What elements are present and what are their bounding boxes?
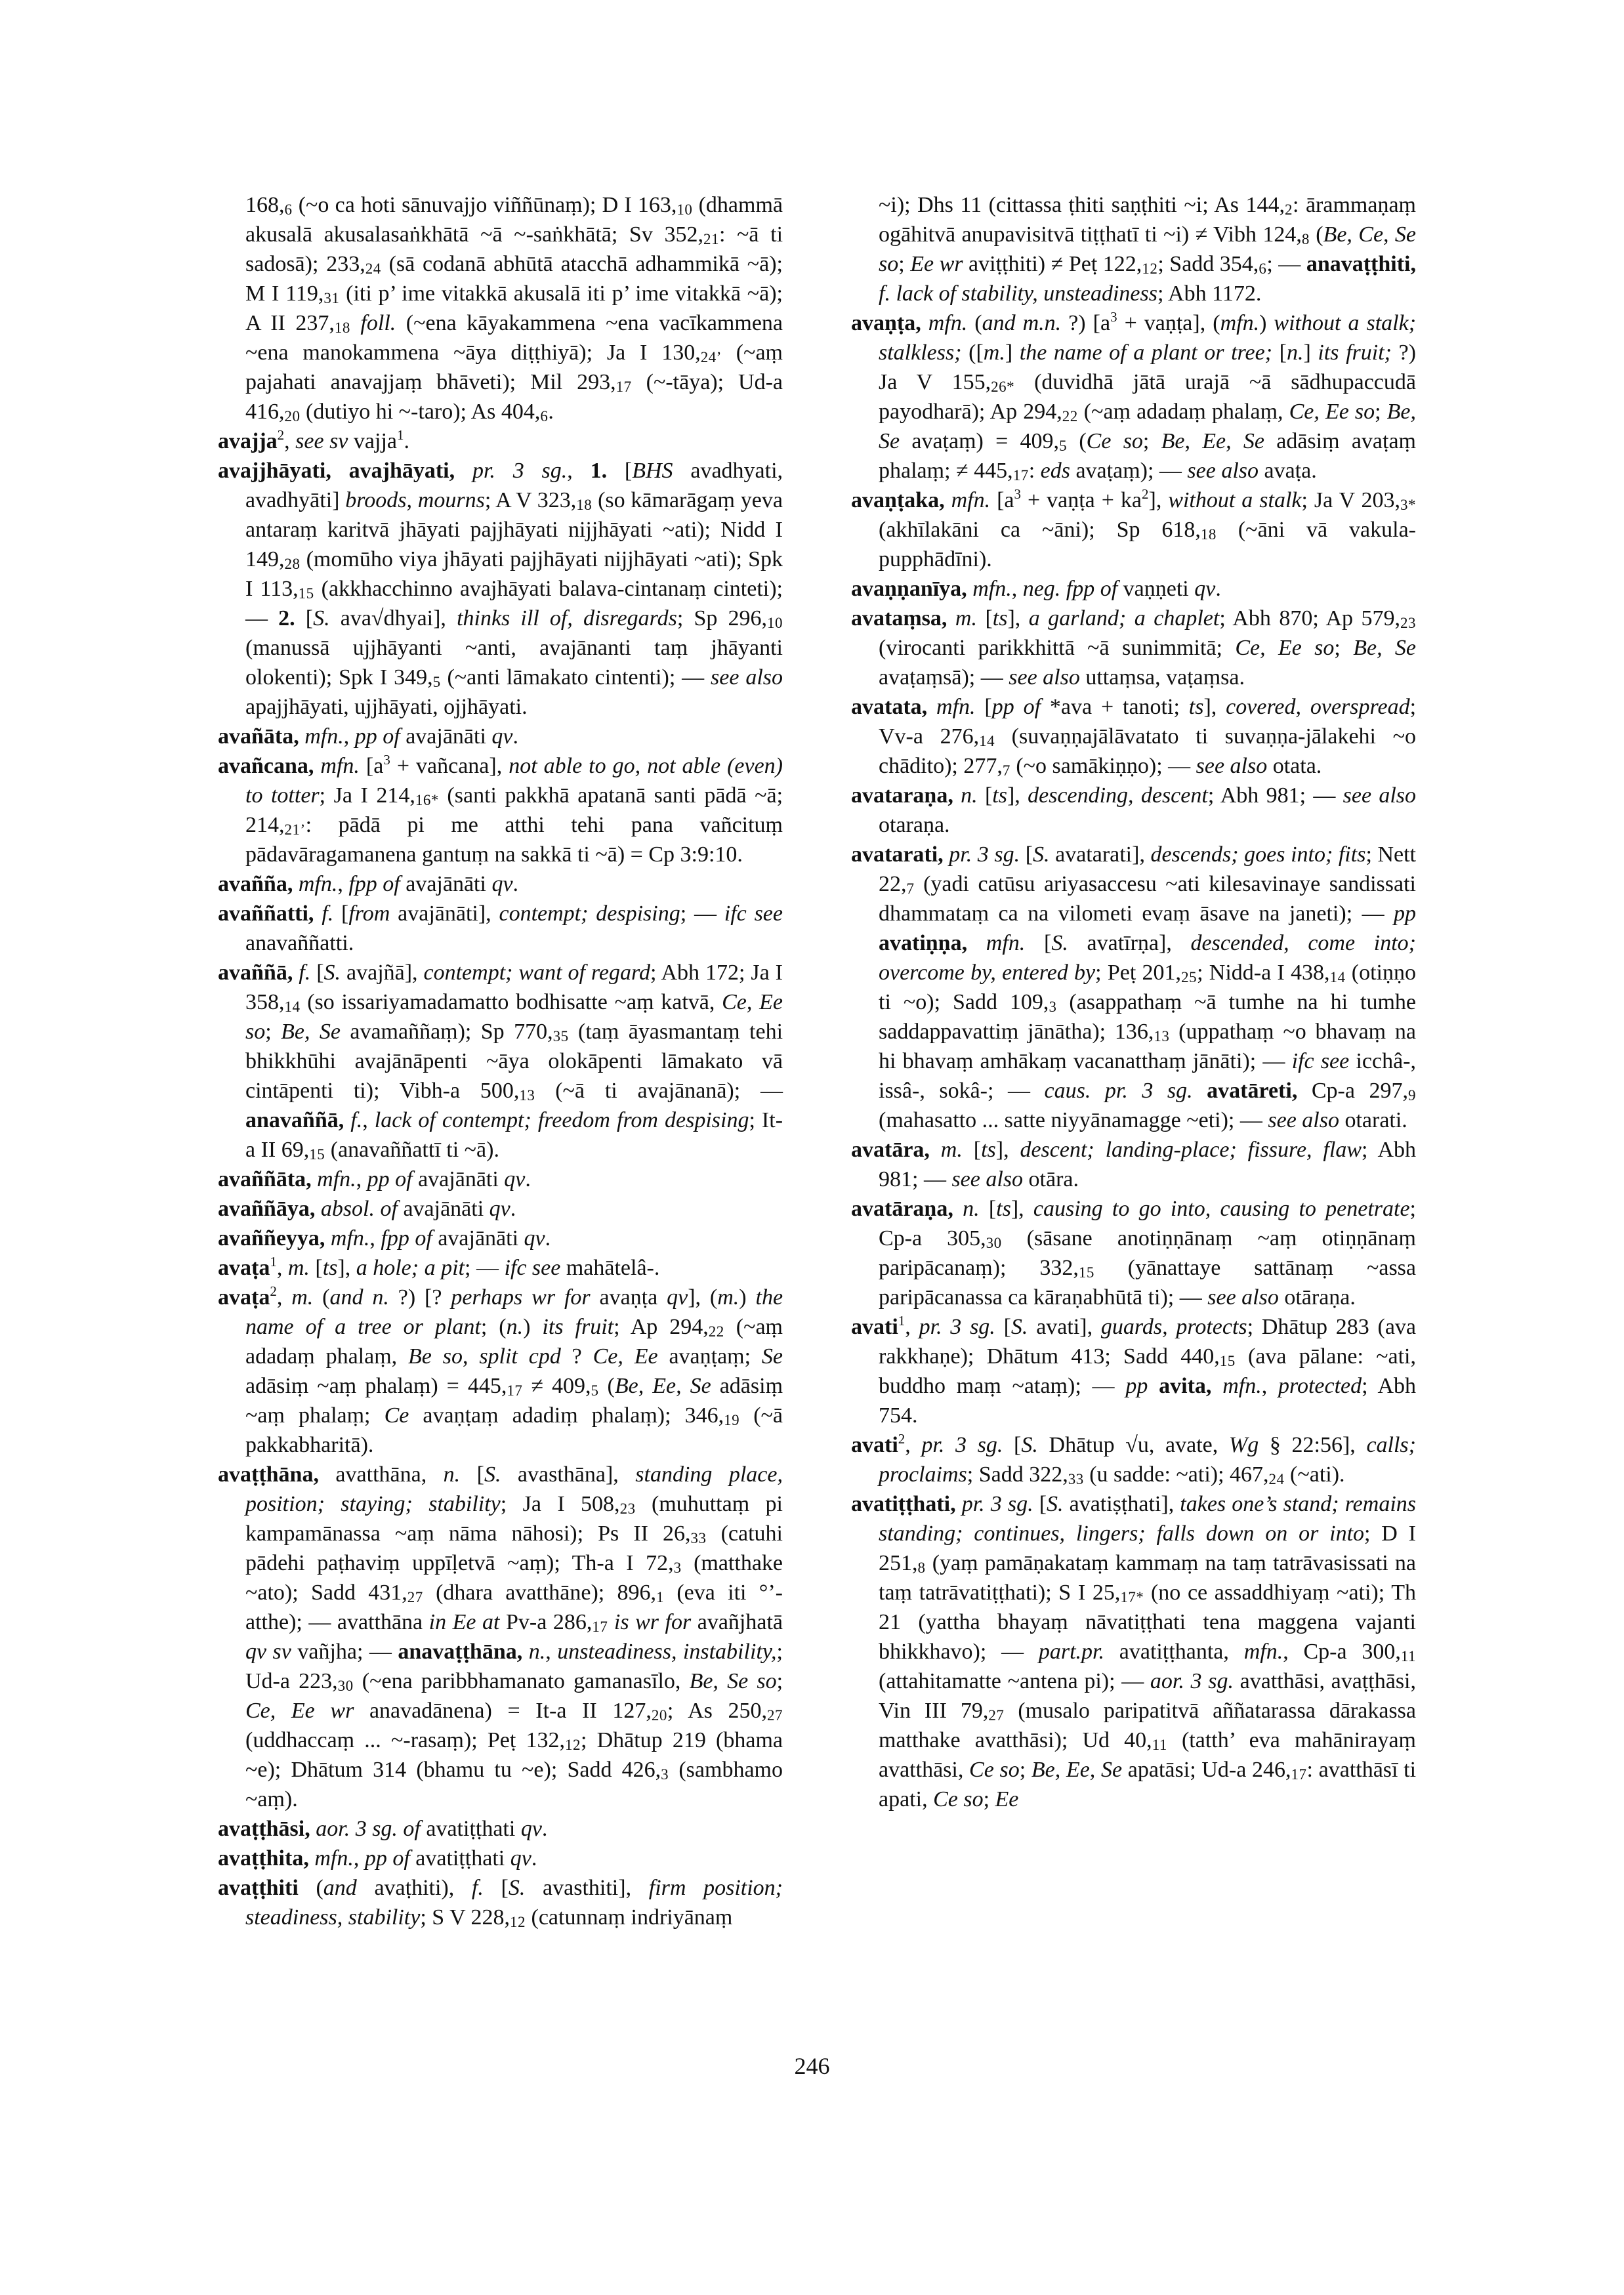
citation-line-number: 8 [1301,231,1310,247]
citation-line-number: 30 [986,1235,1002,1251]
dictionary-entry: avatāraṇa, n. [ts], causing to go into, causing to penetrate; Cp-a 305,30 (sāsane anotiṇṇānaṃ ~aṃ otiṇṇānaṃ paripācanaṃ); 332,15 (yānattaye sattānaṃ ~assa paripācanassa ca kāraṇabhūtā ti); — see also otāraṇa. [851,1197,1417,1310]
dictionary-entry: avaṭṭhita, mfn., pp of avatiṭṭhati qv. [218,1846,537,1871]
dictionary-entry: avataraṇa, n. [ts], descending, descent; Abh 981; — see also otaraṇa. [851,783,1417,837]
dictionary-entry: avatata, mfn. [pp of *ava + tanoti; ts], covered, overspread; Vv-a 276,14 (suvaṇṇajālāvatato ti suvaṇṇa-jālakehi ~o chādito); 277,7 (~o samākiṇṇo); — see also otata. [851,695,1417,779]
dictionary-entry: avatarati, pr. 3 sg. [S. avatarati], descends; goes into; fits; Nett 22,7 (yadi catūsu ariyasaccesu ~ati kilesavinaye sandissati dhammataṃ ca na vilometi evaṃ āsave na janeti); — pp avatiṇṇa, mfn. [S. avatīrṇa], descended, come into; overcome by, entered by; Peṭ 201,25; Nidd-a I 438,14 (otiṇṇo ti ~o); Sadd 109,3 (asappathaṃ ~ā tumhe na hi tumhe saddappavattiṃ jānātha); 136,13 (uppathaṃ ~o bhavaṃ na hi bhavaṃ amhākaṃ vacanatthaṃ jānāti); — ifc see icchâ-, issâ-, sokâ-; — caus. pr. 3 sg. avatāreti, Cp-a 297,9 (mahasatto ... satte niyyānamagge ~eti); — see also otarati. [851,842,1417,1132]
citation-line-number: 1 [656,1589,665,1605]
citation-line-number: 27 [988,1707,1005,1724]
dictionary-entry: avaññatti, f. [from avajānāti], contempt; despising; — ifc see anavaññatti. [218,901,783,955]
dictionary-entry: avaṇṭaka, mfn. [$a^3$ + vaṇṭa + $ka^2$], without a stalk; Ja V 203,3* (akhīlakāni ca ~āni); Sp 618,18 (~āni vā vakula-pupphādīni). [851,486,1417,571]
homonym-number: 3 [1110,309,1117,325]
citation-line-number: 23 [1400,615,1417,631]
citation-line-number: 5 [591,1382,599,1399]
citation-line-number: 10 [767,615,783,631]
dictionary-entry: avaññāya, absol. of avajānāti qv. [218,1197,516,1221]
dictionary-entry: avaṇṇanīya, mfn., neg. fpp of vaṇṇeti qv. [851,577,1221,601]
citation-line-number: 11 [1152,1737,1167,1753]
citation-line-number: 18 [1200,526,1217,543]
citation-line-number: 15 [1219,1353,1236,1369]
citation-line-number: 5 [432,674,441,690]
citation-line-number: 14 [284,999,301,1015]
homonym-number: 3 [1014,486,1022,502]
citation-line-number: 20 [651,1707,667,1724]
citation-line-number: 35 [552,1028,569,1044]
dictionary-entry: avaṭṭhāsi, aor. 3 sg. of avatiṭṭhati qv. [218,1817,548,1841]
citation-line-number: 12 [1142,260,1158,277]
citation-line-number: 24 [365,260,381,277]
dictionary-entry: avañāta, mfn., pp of avajānāti qv. [218,724,518,749]
dictionary-entry: avaṭa$^1$, m. [ts], a hole; a pit; — ifc see mahātelâ-. [218,1254,660,1280]
citation-line-number: 26* [991,379,1015,395]
entry-continuation: ~i); Dhs 11 (cittassa ṭhiti saṇṭhiti ~i; As 144,2: ārammaṇaṃ ogāhitvā anupavisitvā tiṭṭhatī ti ~i) ≠ Vibh 124,8 (Be, Ce, Se so; Ee wr aviṭṭhiti) ≠ Peṭ 122,12; Sadd 354,6; — anavaṭṭhiti, f. lack of stability, unsteadiness; Abh 1172. [879,193,1417,306]
citation-line-number: 8 [917,1560,926,1576]
homonym-number: 2 [277,427,285,443]
left-column [218,190,783,1932]
citation-line-number: 23 [619,1500,636,1517]
citation-line-number: 14 [979,733,995,749]
citation-line-number: 18 [576,497,593,513]
entry-continuation: 168,6 (~o ca hoti sānuvajjo viññūnaṃ); D I 163,10 (dhammā akusalā akusalasaṅkhātā ~ā ~-saṅkhātā; Sv 352,21: ~ā ti sadosā); 233,24 (sā codanā abhūtā atacchā adhammikā ~ā); M I 119,31 (iti p’ ime vitakkā akusalā iti p’ ime vitakkā ~ā); A II 237,18 foll. (~ena kāyakammena ~ena vacīkammena ~ena manokammena ~āya diṭṭhiyā); Ja I 130,24’ (~aṃ pajahati anavajjaṃ bhāveti); Mil 293,17 (~-tāya); Ud-a 416,20 (dutiyo hi ~-taro); As 404,6. [245,193,783,424]
dictionary-entry: avaññāta, mfn., pp of avajānāti qv. [218,1167,531,1191]
dictionary-entry: avajja$^2$, see sv vajja$^1$. [218,427,409,453]
dictionary-entry: avati$^2$, pr. 3 sg. [S. Dhātup √u, avate, Wg § 22:56], calls; proclaims; Sadd 322,33 (u sadde: ~ati); 467,24 (~ati). [851,1431,1416,1487]
citation-line-number: 31 [323,290,340,306]
citation-line-number: 24 [1268,1471,1285,1487]
right-column [851,190,1416,1932]
dictionary-entry: avaṭṭhiti (and avaṭhiti), f. [S. avasthiti], firm position; steadiness, stability; S V 228,12 (catunnaṃ indriyānaṃ [218,1876,783,1930]
citation-line-number: 6 [1259,260,1267,277]
citation-line-number: 3 [673,1560,682,1576]
citation-line-number: 7 [906,880,915,897]
citation-line-number: 11 [1400,1648,1416,1664]
citation-line-number: 27 [407,1589,423,1605]
dictionary-entry: avaññeyya, mfn., fpp of avajānāti qv. [218,1226,551,1251]
citation-line-number: 16* [415,792,439,808]
dictionary-entry: avatiṭṭhati, pr. 3 sg. [S. avatiṣṭhati], takes one’s stand; remains standing; continues, lingers; falls down on or into; D I 251,8 (yaṃ pamāṇakataṃ kammaṃ na taṃ tatrāvasissati na taṃ tatrāvatiṭṭhati); S I 25,17* (no ce assaddhiyaṃ ~ati); Th 21 (yattha bhayaṃ nāvatiṭṭhati tena maggena vajanti bhikkhavo); — part.pr. avatiṭṭhanta, mfn., Cp-a 300,11 (attahitamatte ~antena pi); — aor. 3 sg. avatthāsi, avaṭṭhāsi, Vin III 79,27 (musalo paripatitvā aññatarassa dārakassa matthake avatthāsi); Ud 40,11 (tatth’ eva mahānirayaṃ avatthāsi, Ce so; Be, Ee, Se apatāsi; Ud-a 246,17: avatthāsī ti apati, Ce so; Ee [851,1492,1417,1811]
citation-line-number: 12 [510,1914,526,1930]
citation-line-number: 17 [1012,467,1029,484]
citation-line-number: 17 [592,1619,608,1635]
citation-line-number: 15 [298,585,314,602]
citation-line-number: 15 [1078,1264,1094,1281]
citation-line-number: 5 [1059,438,1068,454]
citation-line-number: 13 [519,1087,535,1104]
citation-line-number: 3* [1400,497,1417,513]
dictionary-entry: avati$^1$, pr. 3 sg. [S. avati], guards, protects; Dhātup 283 (ava rakkhaṇe); Dhātum 413; Sadd 440,15 (ava pālane: ~ati, buddho maṃ ~ataṃ); — pp avita, mfn., protected; Abh 754. [851,1313,1417,1428]
dictionary-entry: avañña, mfn., fpp of avajānāti qv. [218,872,519,896]
citation-line-number: 6 [284,201,293,218]
citation-line-number: 24’ [700,349,722,365]
homonym-number: 1 [396,427,404,443]
citation-line-number: 17 [507,1382,523,1399]
citation-line-number: 18 [334,320,350,336]
homonym-number: 2 [1142,486,1149,502]
dictionary-entry: avatāra, m. [ts], descent; landing-place; fissure, flaw; Abh 981; — see also otāra. [851,1138,1416,1191]
dictionary-entry: avaṭa$^2$, m. (and n. ?) [? perhaps wr for avaṇṭa qv], (m.) the name of a tree or plant; (n.) its fruit; Ap 294,22 (~aṃ adadaṃ phalaṃ, Be so, split cpd ? Ce, Ee avaṇṭaṃ; Se adāsiṃ ~aṃ phalaṃ) = 445,17 ≠ 409,5 (Be, Ee, Se adāsiṃ ~aṃ phalaṃ; Ce avaṇṭaṃ adadiṃ phalaṃ); 346,19 (~ā pakkabharitā). [218,1283,783,1457]
citation-line-number: 17 [615,379,632,395]
citation-line-number: 28 [284,556,301,572]
homonym-number: 1 [270,1254,277,1270]
citation-line-number: 12 [564,1737,581,1753]
citation-line-number: 33 [690,1530,707,1546]
citation-line-number: 17 [1291,1766,1307,1783]
text-area [218,190,1416,1932]
citation-line-number: 6 [540,408,549,424]
citation-line-number: 9 [1408,1087,1416,1104]
page-number: 246 [794,2053,830,2079]
citation-line-number: 13 [1154,1028,1170,1044]
dictionary-entry: avañcana, mfn. [$a^3$ + vañcana], not able to go, not able (even) to totter; Ja I 214,16* (santi pakkhā apatanā santi pādā ~ā; 214,21’: pādā pi me atthi tehi pana vañcituṃ pādavāragamanena gantuṃ na sakkā ti ~ā) = Cp 3:9:10. [218,752,783,867]
citation-line-number: 25 [1181,969,1197,985]
dictionary-entry: avataṃsa, m. [ts], a garland; a chaplet; Abh 870; Ap 579,23 (virocanti parikkhittā ~ā sunimmitā; Ce, Ee so; Be, Se avaṭaṃsā); — see also uttaṃsa, vaṭaṃsa. [851,606,1417,690]
dictionary-entry: avaṭṭhāna, avatthāna, n. [S. avasthāna], standing place, position; staying; stability; Ja I 508,23 (muhuttaṃ pi kampamānassa ~aṃ nāma nāhosi); Ps II 26,33 (catuhi pādehi paṭhaviṃ uppīḷetvā ~aṃ); Th-a I 72,3 (matthake ~ato); Sadd 431,27 (dhara avatthāne); 896,1 (eva iti °’-atthe); — avatthāna in Ee at Pv-a 286,17 is wr for avañjhatā qv sv vañjha; — anavaṭṭhāna, n., unsteadiness, instability,; Ud-a 223,30 (~ena paribbhamanato gamanasīlo, Be, Se so; Ce, Ee wr anavadānena) = It-a II 127,20; As 250,27 (uddhaccaṃ ... ~-rasaṃ); Peṭ 132,12; Dhātup 219 (bhama ~e); Dhātum 314 (bhamu tu ~e); Sadd 426,3 (sambhamo ~aṃ). [218,1462,783,1811]
citation-line-number: 10 [677,201,693,218]
citation-line-number: 15 [309,1146,325,1163]
citation-line-number: 20 [284,408,301,424]
dictionary-entry: avaṇṭa, mfn. (and m.n. ?) [$a^3$ + vaṇṭa], (mfn.) without a stalk; stalkless; ([m.] the name of a plant or tree; [n.] its fruit; ?) Ja V 155,26* (duvidhā jātā urajā ~ā sādhupaccudā payodharā); Ap 294,22 (~aṃ adadaṃ phalaṃ, Ce, Ee so; Be, Se avaṭaṃ) = 409,5 (Ce so; Be, Ee, Se adāsiṃ avaṭaṃ phalaṃ; ≠ 445,17: eds avaṭaṃ); — see also avaṭa. [851,309,1417,484]
citation-line-number: 2 [1285,201,1293,218]
citation-line-number: 3 [661,1766,669,1783]
citation-line-number: 22 [708,1323,724,1340]
dictionary-entry: avaññā, f. [S. avajñā], contempt; want of regard; Abh 172; Ja I 358,14 (so issariyamadamatto bodhisatte ~aṃ katvā, Ce, Ee so; Be, Se avamaññaṃ); Sp 770,35 (taṃ āyasmantaṃ tehi bhikkhūhi avajānāpenti ~āya olokāpenti lāmakato vā cintāpenti ti); Vibh-a 500,13 (~ā ti avajānanā); — anavaññā, f., lack of contempt; freedom from despising; It-a II 69,15 (anavaññattī ti ~ā). [218,961,783,1163]
homonym-number: 3 [383,752,390,768]
citation-line-number: 14 [1329,969,1346,985]
citation-line-number: 30 [337,1678,354,1694]
citation-line-number: 33 [1068,1471,1084,1487]
citation-line-number: 22 [1062,408,1078,424]
citation-line-number: 3 [1049,999,1057,1015]
homonym-number: 2 [898,1431,906,1447]
citation-line-number: 19 [724,1412,740,1428]
citation-line-number: 21 [703,231,719,247]
dictionary-entry: avajjhāyati, avajhāyati, pr. 3 sg., 1. [BHS avadhyati, avadhyāti] broods, mourns; A V 323,18 (so kāmarāgaṃ yeva antaraṃ karitvā jhāyati pajjhāyati nijjhāyati ~ati); Nidd I 149,28 (momūho viya jhāyati pajjhāyati nijjhāyati ~ati); Spk I 113,15 (akkhacchinno avajhāyati balava-cintanaṃ cinteti); — 2. [S. ava√dhyai], thinks ill of, disregards; Sp 296,10 (manussā ujjhāyanti ~anti, avajānanti taṃ jhāyanti olokenti); Spk I 349,5 (~anti lāmakato cintenti); — see also apajjhāyati, ujjhāyati, ojjhāyati. [218,459,783,719]
citation-line-number: 7 [1002,762,1010,779]
homonym-number: 2 [270,1283,277,1299]
citation-line-number: 27 [767,1707,783,1724]
homonym-number: 1 [898,1313,906,1329]
citation-line-number: 17* [1120,1589,1144,1605]
citation-line-number: 21’ [284,821,306,838]
